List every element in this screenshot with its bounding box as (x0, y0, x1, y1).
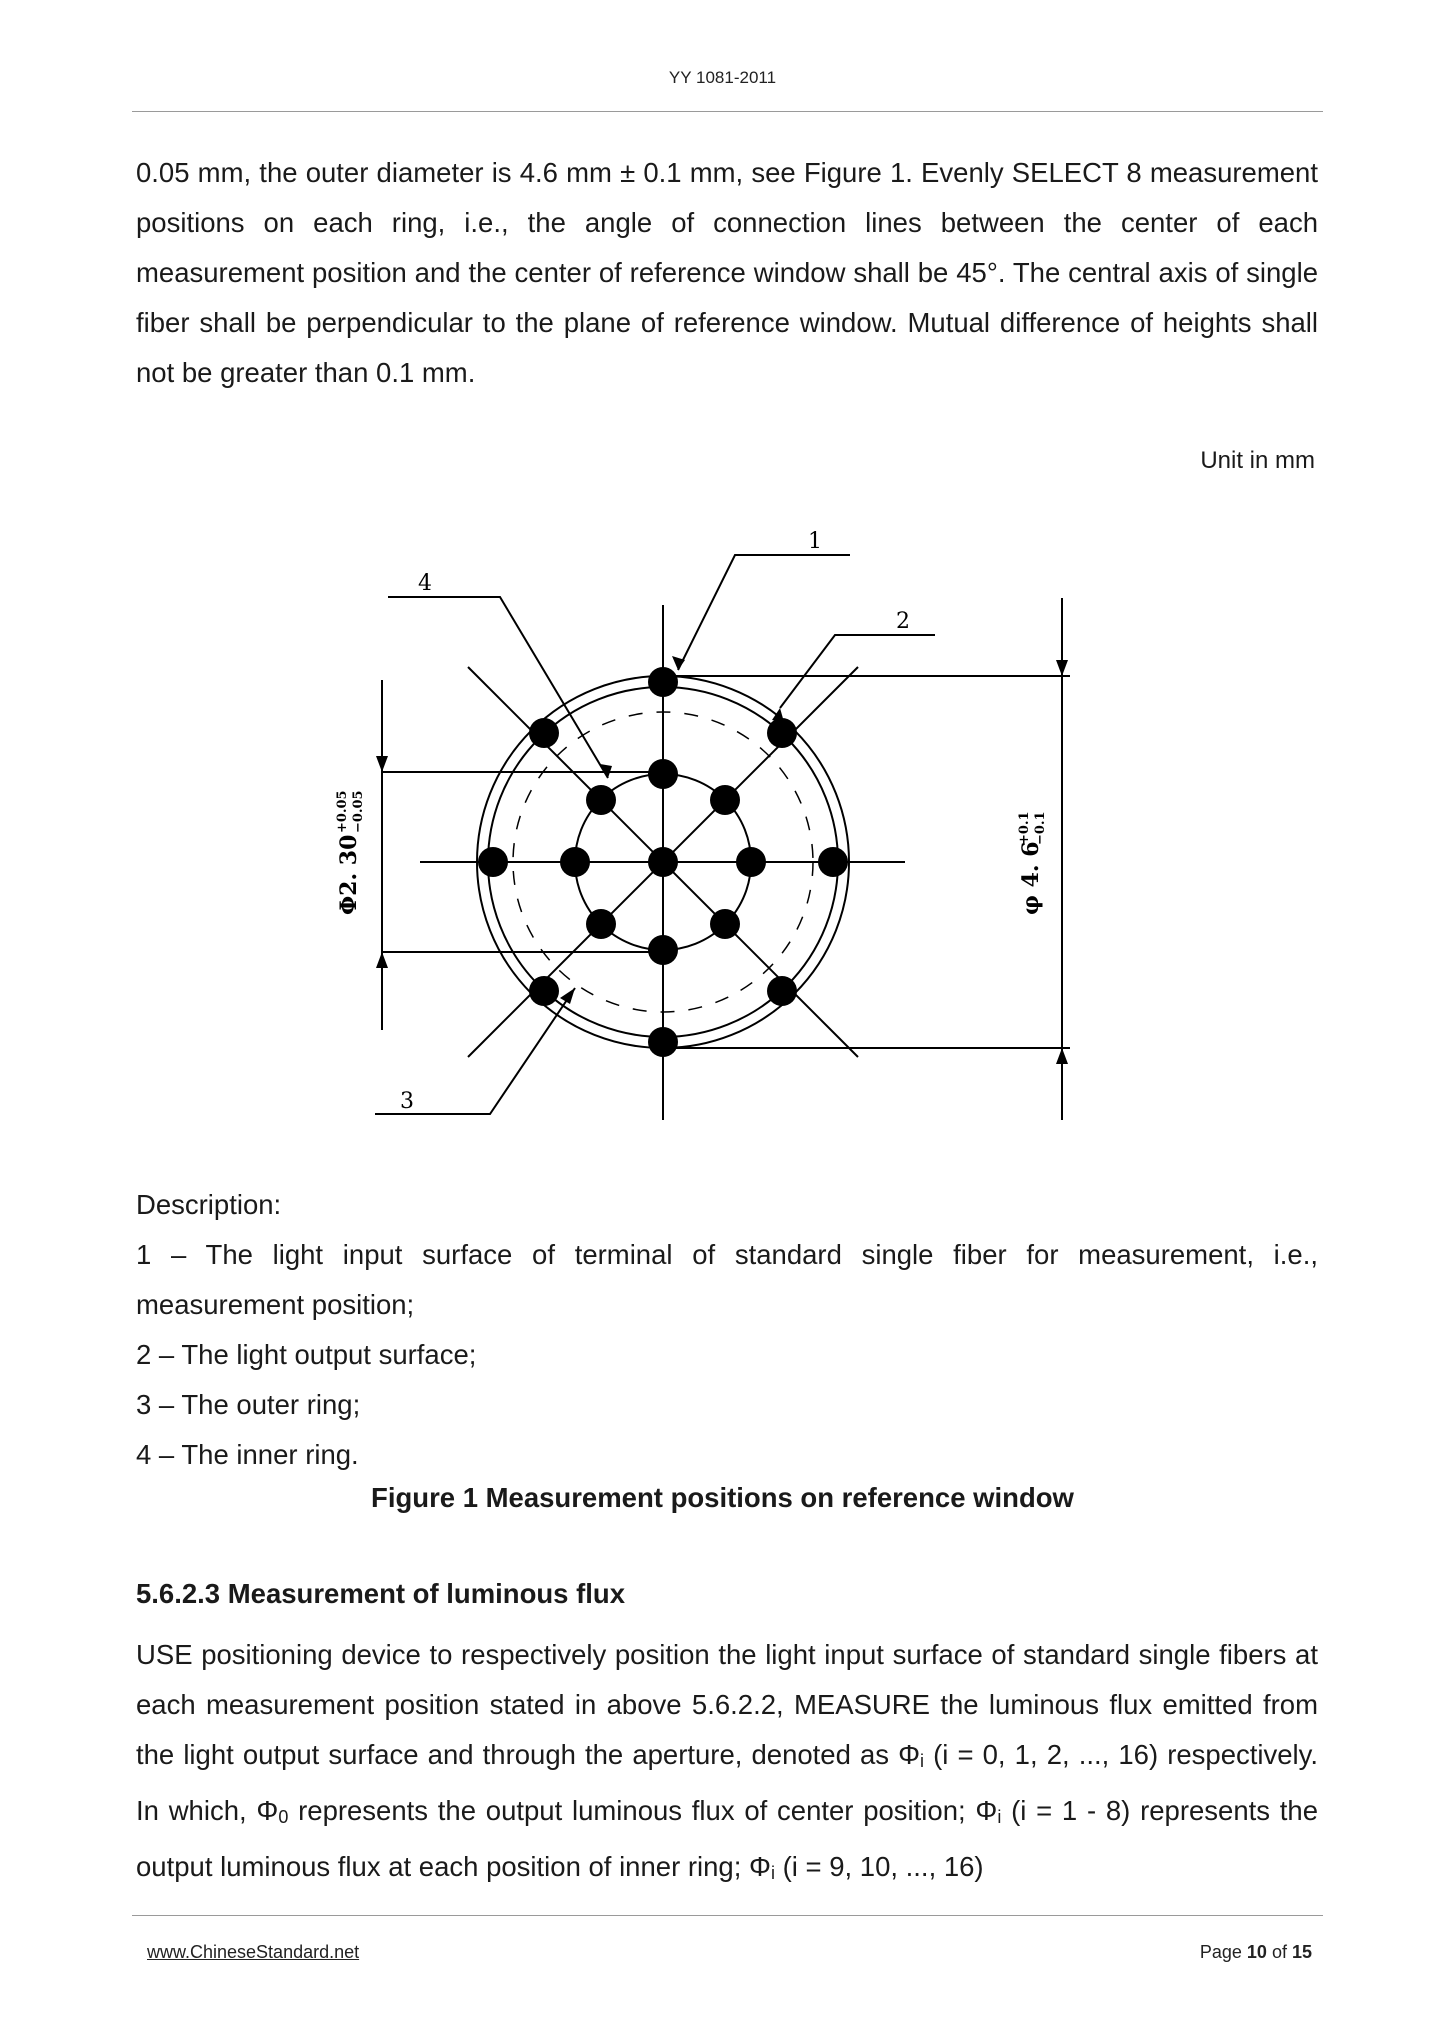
figure-label-3: 3 (400, 1089, 414, 1114)
measurement-point-inner (586, 785, 616, 815)
measurement-point-outer (767, 976, 797, 1006)
measurement-point-outer (818, 847, 848, 877)
section-body: USE positioning device to respectively position the light input surface of standard single fibers at each measurement position stated in above 5.6.2.2, MEASURE the luminous flux emitted from the light output surface and through the aperture, denoted as $\Phi_i$ (i = 0, 1, 2, ..., 16) respectively. In which, $\Phi_0$ represents the output luminous flux of center position; $\Phi_i$ (i = 1 - 8) represents the output luminous flux at each position of inner ring; $\Phi_i$ (i = 9, 10, ..., 16) (136, 1639, 1319, 1883)
intro-paragraph: 0.05 mm, the outer diameter is 4.6 mm ± 0.1 mm, see Figure 1. Evenly SELECT 8 measurement positions on each ring, i.e., the angle of connection lines between the center of each measurement position and the center of reference window shall be 45°. The central axis of single fiber shall be perpendicular to the plane of reference window. Mutual difference of heights shall not be greater than 0.1 mm. (136, 157, 1318, 388)
measurement-point-inner (648, 935, 678, 965)
section-title: 5.6.2.3 Measurement of luminous flux (136, 1578, 626, 1609)
dim-inner-main: Φ2. 30 (336, 834, 362, 915)
figure-label-4: 4 (418, 571, 432, 596)
leader-2 (780, 635, 935, 708)
figure-label-1: 1 (808, 529, 822, 554)
description-item-1: 1 – The light input surface of terminal of standard single fiber for measurement, i.e., measurement position; (136, 1239, 1318, 1320)
measurement-point-inner (648, 759, 678, 789)
figure-measurement-positions (320, 510, 1120, 1150)
measurement-point-outer (529, 718, 559, 748)
measurement-point-outer (648, 667, 678, 697)
measurement-point-inner (710, 909, 740, 939)
page-header: YY 1081-2011 (668, 68, 777, 87)
measurement-point-inner (736, 847, 766, 877)
footer-divider (132, 1915, 1323, 1916)
figure-label-2: 2 (896, 609, 910, 634)
measurement-point-outer (648, 1027, 678, 1057)
measurement-point-outer (478, 847, 508, 877)
leader-4 (388, 597, 608, 778)
description-heading: Description: (136, 1189, 282, 1220)
measurement-point-inner (710, 785, 740, 815)
description-item-4: 4 – The inner ring. (136, 1439, 359, 1470)
measurement-point-inner (560, 847, 590, 877)
figure-caption: Figure 1 Measurement positions on reference window (371, 1482, 1074, 1513)
dim-outer-tol-upper: +0.1 (1017, 811, 1032, 845)
footer-website-link[interactable]: www.ChineseStandard.net (147, 1942, 360, 1962)
description-item-2: 2 – The light output surface; (136, 1339, 477, 1370)
dim-outer-tol-lower: −0.1 (1033, 811, 1048, 845)
measurement-point-center (648, 847, 678, 877)
measurement-point-inner (586, 909, 616, 939)
measurement-point-outer (529, 976, 559, 1006)
footer-page-number: Page 10 of 15 (1199, 1942, 1312, 1962)
dim-inner-tol-lower: −0.05 (351, 790, 366, 833)
dim-outer-main: φ 4. 6 (1018, 841, 1044, 915)
description-item-3: 3 – The outer ring; (136, 1389, 361, 1420)
dim-inner-tol-upper: +0.05 (335, 790, 350, 833)
header-divider (132, 111, 1323, 112)
measurement-point-outer (767, 718, 797, 748)
unit-note: Unit in mm (1200, 447, 1315, 474)
leader-1 (678, 555, 850, 670)
